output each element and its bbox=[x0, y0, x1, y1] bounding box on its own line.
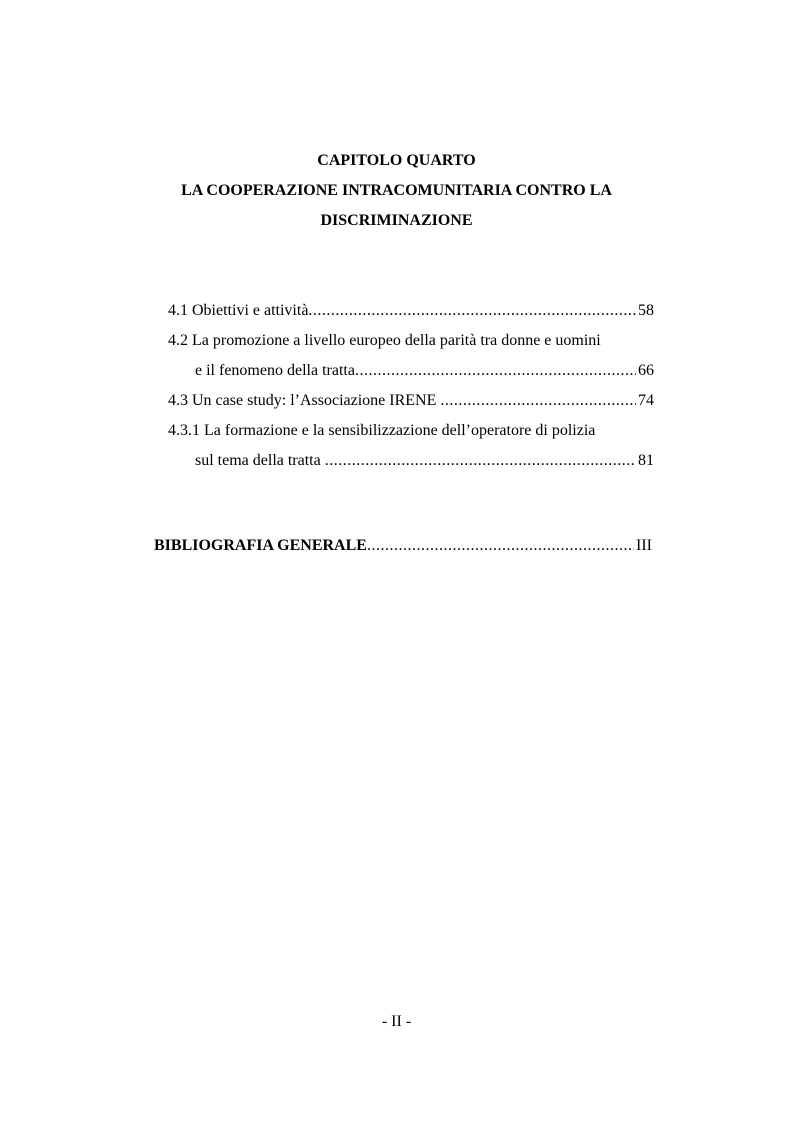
chapter-title-line-1: LA COOPERAZIONE INTRACOMUNITARIA CONTRO LA bbox=[181, 182, 612, 199]
toc-dot-leader bbox=[367, 531, 634, 561]
chapter-heading bbox=[0, 146, 793, 236]
toc-entry-text: 4.2 La promozione a livello europeo della parità tra donne e uomini bbox=[168, 332, 601, 349]
toc-page-number: 74 bbox=[638, 392, 654, 409]
chapter-label: CAPITOLO QUARTO bbox=[317, 152, 476, 169]
toc-entry-4-3[interactable] bbox=[168, 386, 654, 416]
toc-page-number: 58 bbox=[638, 302, 654, 319]
toc-dot-leader bbox=[308, 296, 636, 326]
chapter-title-line-2: DISCRIMINAZIONE bbox=[320, 212, 473, 229]
toc-entry-bibliography[interactable] bbox=[154, 531, 652, 561]
toc-dot-leader bbox=[355, 356, 636, 386]
toc-entry-text: 4.1 Obiettivi e attività bbox=[168, 302, 309, 319]
toc-page-number: 81 bbox=[638, 452, 654, 469]
toc-entry-4-3-1-continued[interactable] bbox=[168, 446, 654, 476]
toc-entry-text: e il fenomeno della tratta bbox=[195, 362, 355, 379]
toc-entry-4-2[interactable] bbox=[168, 326, 654, 356]
toc-dot-leader bbox=[440, 386, 636, 416]
toc-dot-leader bbox=[325, 446, 636, 476]
toc-page-number: 66 bbox=[638, 362, 654, 379]
toc-entry-4-3-1[interactable] bbox=[168, 416, 654, 446]
toc-entry-text: 4.3.1 La formazione e la sensibilizzazione dell’operatore di polizia bbox=[168, 422, 596, 439]
page-number: - II - bbox=[381, 1013, 412, 1030]
toc-entry-4-1[interactable] bbox=[168, 296, 654, 326]
toc-entry-text: sul tema della tratta bbox=[195, 452, 325, 469]
table-of-contents bbox=[168, 296, 654, 476]
toc-entry-text: 4.3 Un case study: l’Associazione IRENE bbox=[168, 392, 441, 409]
toc-page-number: III bbox=[636, 537, 652, 554]
bibliography-heading: BIBLIOGRAFIA GENERALE bbox=[154, 537, 367, 554]
toc-entry-4-2-continued[interactable] bbox=[168, 356, 654, 386]
